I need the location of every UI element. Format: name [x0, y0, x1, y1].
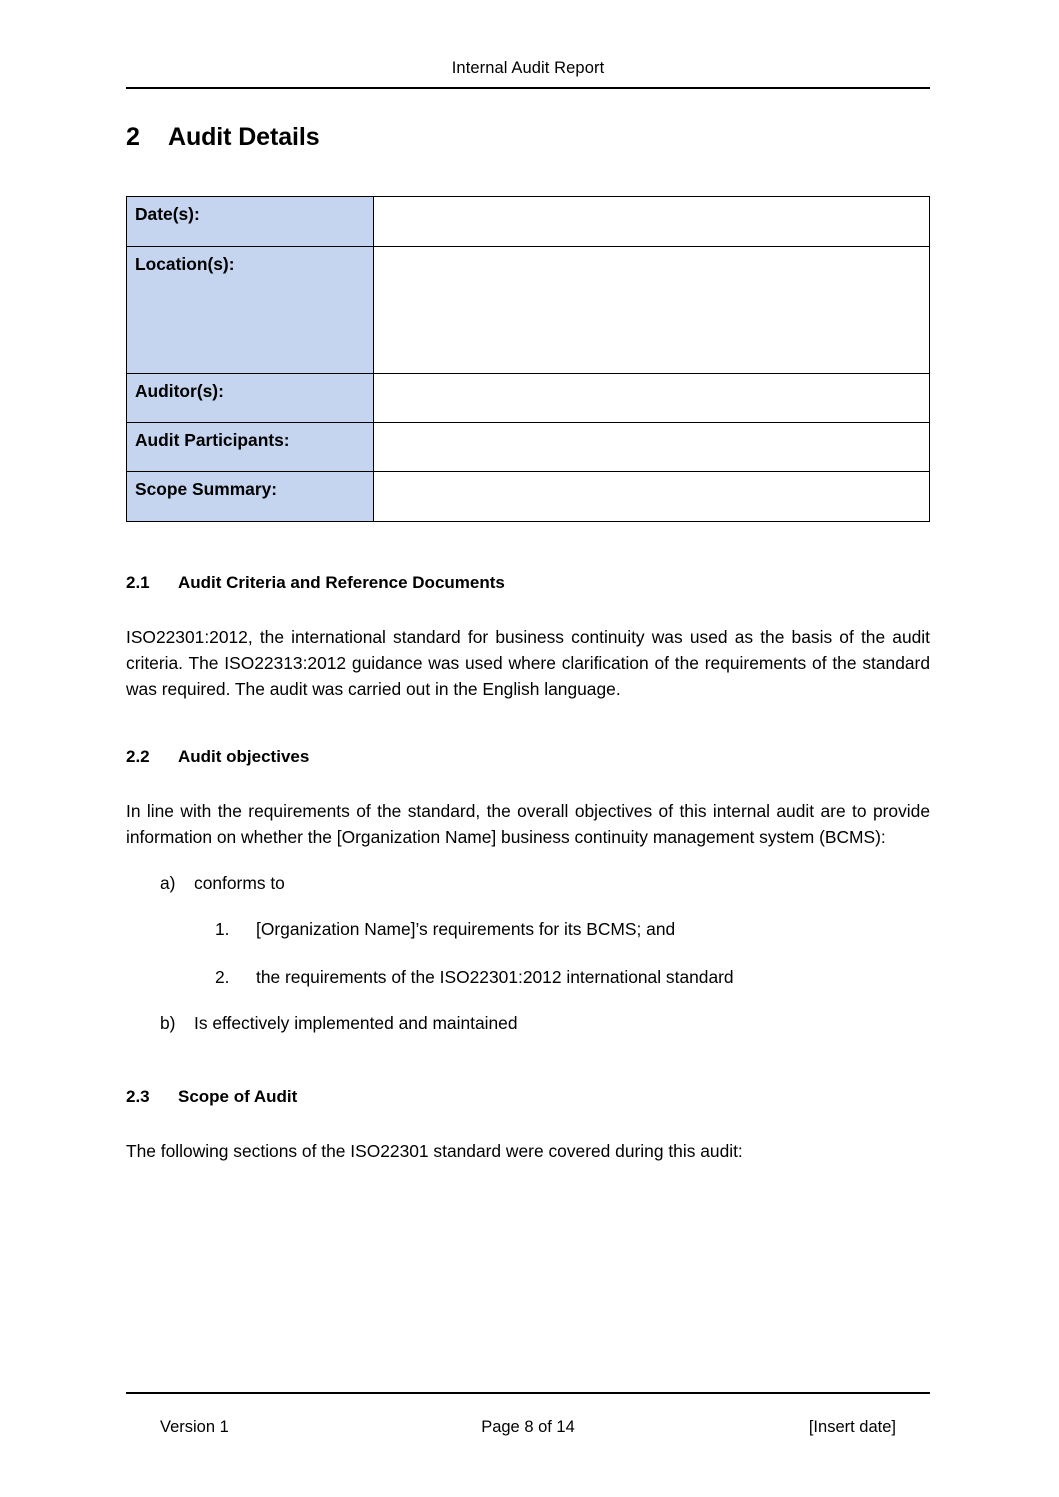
list-item — [126, 916, 930, 942]
paragraph-audit-objectives: In line with the requirements of the standard, the overall objectives of this internal audit are to provide information on whether the [Organization Name] business continuity management system (BCMS): — [126, 801, 930, 847]
row-label-scope-summary: Scope Summary: — [127, 472, 374, 522]
list-item — [126, 1010, 930, 1036]
objectives-sublist — [126, 916, 930, 990]
header-title: Internal Audit Report — [451, 59, 605, 77]
subsection-heading-text: Audit objectives — [178, 747, 310, 766]
subsection-heading-text: Audit Criteria and Reference Documents — [178, 573, 505, 592]
section-heading-text: Audit Details — [168, 123, 320, 151]
footer-page-number: Page 8 of 14 — [481, 1418, 575, 1436]
list-marker: 2. — [215, 967, 230, 987]
spacer — [126, 152, 930, 196]
audit-details-table — [126, 196, 930, 522]
page-title — [126, 122, 930, 152]
list-marker: a) — [160, 873, 176, 893]
spacer — [126, 896, 930, 916]
subsection-number: 2.3 — [126, 1087, 150, 1106]
document-header — [126, 58, 930, 89]
list-item-text: [Organization Name]’s requirements for its BCMS; and — [256, 919, 676, 939]
spacer — [126, 768, 930, 798]
footer-divider — [126, 1392, 930, 1394]
table-row — [127, 197, 930, 247]
list-marker: b) — [160, 1013, 176, 1033]
spacer — [126, 702, 930, 746]
list-item-text: the requirements of the ISO22301:2012 international standard — [256, 967, 734, 987]
table-row — [127, 374, 930, 423]
spacer — [126, 990, 930, 1010]
spacer — [126, 1036, 930, 1086]
subsection-heading-scope-of-audit — [126, 1086, 930, 1108]
subsection-number: 2.1 — [126, 573, 150, 592]
row-label-audit-participants: Audit Participants: — [127, 423, 374, 472]
header-divider — [126, 87, 930, 89]
list-marker: 1. — [215, 919, 230, 939]
spacer — [126, 1108, 930, 1138]
footer-content — [126, 1417, 930, 1437]
paragraph-scope-of-audit: The following sections of the ISO22301 standard were covered during this audit: — [126, 1141, 743, 1161]
row-value-audit-participants[interactable] — [374, 423, 930, 472]
list-item — [126, 964, 930, 990]
row-value-auditors[interactable] — [374, 374, 930, 423]
table-row — [127, 247, 930, 374]
row-label-auditors: Auditor(s): — [127, 374, 374, 423]
row-value-dates[interactable] — [374, 197, 930, 247]
spacer — [126, 850, 930, 870]
spacer — [126, 522, 930, 572]
list-item-text: conforms to — [194, 873, 285, 893]
objectives-list — [126, 870, 930, 896]
table-row — [127, 423, 930, 472]
document-body — [126, 122, 930, 1164]
list-item-text: Is effectively implemented and maintained — [194, 1013, 518, 1033]
list-item — [126, 870, 930, 896]
subsection-heading-audit-criteria — [126, 572, 930, 594]
objectives-list-continued — [126, 1010, 930, 1036]
row-label-locations: Location(s): — [127, 247, 374, 374]
footer-date: [Insert date] — [808, 1418, 896, 1436]
row-value-scope-summary[interactable] — [374, 472, 930, 522]
section-number: 2 — [126, 123, 140, 151]
subsection-number: 2.2 — [126, 747, 150, 766]
paragraph-audit-criteria: ISO22301:2012, the international standard for business continuity was used as the basis of the audit criteria. The ISO22313:2012 guidance was used where clarification of the requirements of the standard was required. The audit was carried out in the English language. — [126, 627, 930, 699]
footer-version: Version 1 — [160, 1418, 229, 1436]
row-value-locations[interactable] — [374, 247, 930, 374]
subsection-heading-text: Scope of Audit — [178, 1087, 298, 1106]
subsection-heading-audit-objectives — [126, 746, 930, 768]
row-label-dates: Date(s): — [127, 197, 374, 247]
spacer — [126, 594, 930, 624]
document-footer — [126, 1392, 930, 1437]
audit-details-table-body — [127, 197, 930, 522]
table-row — [127, 472, 930, 522]
